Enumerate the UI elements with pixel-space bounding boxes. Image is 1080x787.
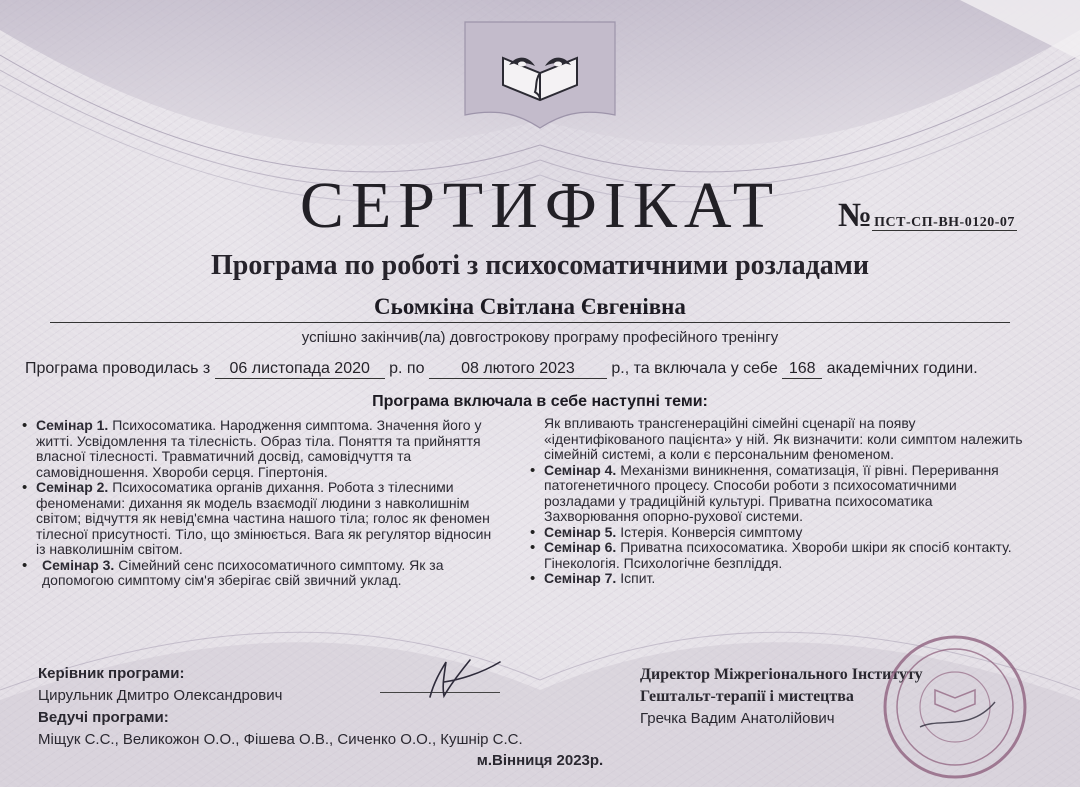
- number-sign: №: [838, 197, 873, 234]
- period-mid: р. по: [389, 360, 425, 377]
- period-prefix: Програма проводилась з: [25, 360, 211, 377]
- city-year: м.Вінниця 2023р.: [476, 752, 604, 769]
- seminar-label: Семінар 6.: [544, 539, 617, 555]
- director-title-line-1: Директор Міжрегіонального Інституту: [640, 666, 923, 683]
- seminar-item: [530, 571, 1030, 587]
- seminar-label: Семінар 7.: [544, 570, 617, 586]
- leaders-label: Ведучі програми:: [38, 709, 169, 726]
- program-title: Програма по роботі з психосоматичними розладами: [211, 250, 869, 281]
- end-date: 08 лютого 2023: [429, 360, 607, 379]
- signature-icon: [400, 652, 510, 702]
- hours-value: 168: [782, 360, 822, 379]
- period-suffix-b: академічних години.: [826, 360, 978, 377]
- seminar-item: [530, 463, 1030, 525]
- seminar-item: [530, 540, 1030, 571]
- seminar-text: Сімейний сенс психосоматичного симптому. Як за допомогою симптому сім'я зберігає свій звичний уклад.: [42, 556, 444, 588]
- seminar-label: Семінар 5.: [544, 523, 617, 540]
- head-name: Цирульник Дмитро Олександрович: [38, 687, 283, 704]
- recipient-name: Сьомкіна Світлана Євгенівна: [50, 294, 1010, 323]
- book-face-logo-icon: [495, 40, 585, 115]
- topics-title: Програма включала в себе наступні теми:: [372, 393, 708, 410]
- start-date: 06 листопада 2020: [215, 360, 385, 379]
- seminar-continuation: Як впливають трансгенераційні сімейні сценарії на появу «ідентифікованого пацієнта» у ній. Як визначити: коли симптом належить сімейній системі, а коли є персональним феноменом.: [544, 415, 1023, 462]
- certificate-title: СЕРТИФІКАТ: [299, 169, 781, 242]
- seminar-text: Іспит.: [620, 570, 656, 586]
- seminar-text: Психосоматика органів дихання. Робота з тілесними феноменами: дихання як модель взаємодії людини з навколишнім світом; відчуття як невід'ємна частина нашого тіла; голос як феномен тілесної присутності. Тіло, що змінюється. Вага як регулятор відносин із навколишнім світом.: [36, 479, 492, 557]
- head-label: Керівник програми:: [38, 665, 185, 682]
- seminar-label: Семінар 4.: [544, 461, 617, 478]
- seminars-right-column: [530, 416, 1030, 587]
- seminar-item: [530, 525, 1030, 541]
- seminar-label: Семінар 2.: [36, 479, 109, 495]
- certificate-number: [838, 197, 1017, 235]
- seminar-text: Психосоматика. Народження симптома. Значення його у житті. Усвідомлення та тілесність. Образ тіла. Поняття та прийняття власної тілесності. Травматичний досвід, самовідчуття та самовідношення. Хвороби серця. Гіпертонія.: [36, 417, 482, 480]
- completion-text: успішно закінчив(ла) довгострокову програму професійного тренінгу: [301, 329, 779, 346]
- seminar-item: [22, 418, 502, 480]
- program-period: [25, 360, 1065, 379]
- seminar-text: Механізми виникнення, соматизація, її рівні. Переривання патогенетичного процесу. Способи роботи з психосоматичними розладами у традиційній культурі. Приватна психосоматика Захворювання опорно-рухової системи.: [544, 461, 999, 524]
- number-value: ПСТ-СП-ВН-0120-07: [874, 215, 1015, 230]
- seminar-text: Приватна психосоматика. Хвороби шкіри як спосіб контакту. Гінекологія. Психологічне безпліддя.: [544, 539, 1012, 571]
- seminars-left-column: [22, 418, 502, 589]
- leaders-names: Міщук С.С., Великожон О.О., Фішева О.В., Сиченко О.О., Кушнір С.С.: [38, 731, 523, 748]
- seminar-item: [22, 480, 502, 558]
- seminar-item: [22, 558, 502, 589]
- seminar-text: Істерія. Конверсія симптому: [620, 523, 803, 540]
- director-name: Гречка Вадим Анатолійович: [640, 710, 835, 727]
- director-title-line-2: Гештальт-терапії і мистецтва: [640, 688, 854, 705]
- seminar-label: Семінар 1.: [36, 417, 109, 433]
- seminar-label: Семінар 3.: [42, 556, 115, 573]
- period-suffix-a: р., та включала у себе: [611, 360, 778, 377]
